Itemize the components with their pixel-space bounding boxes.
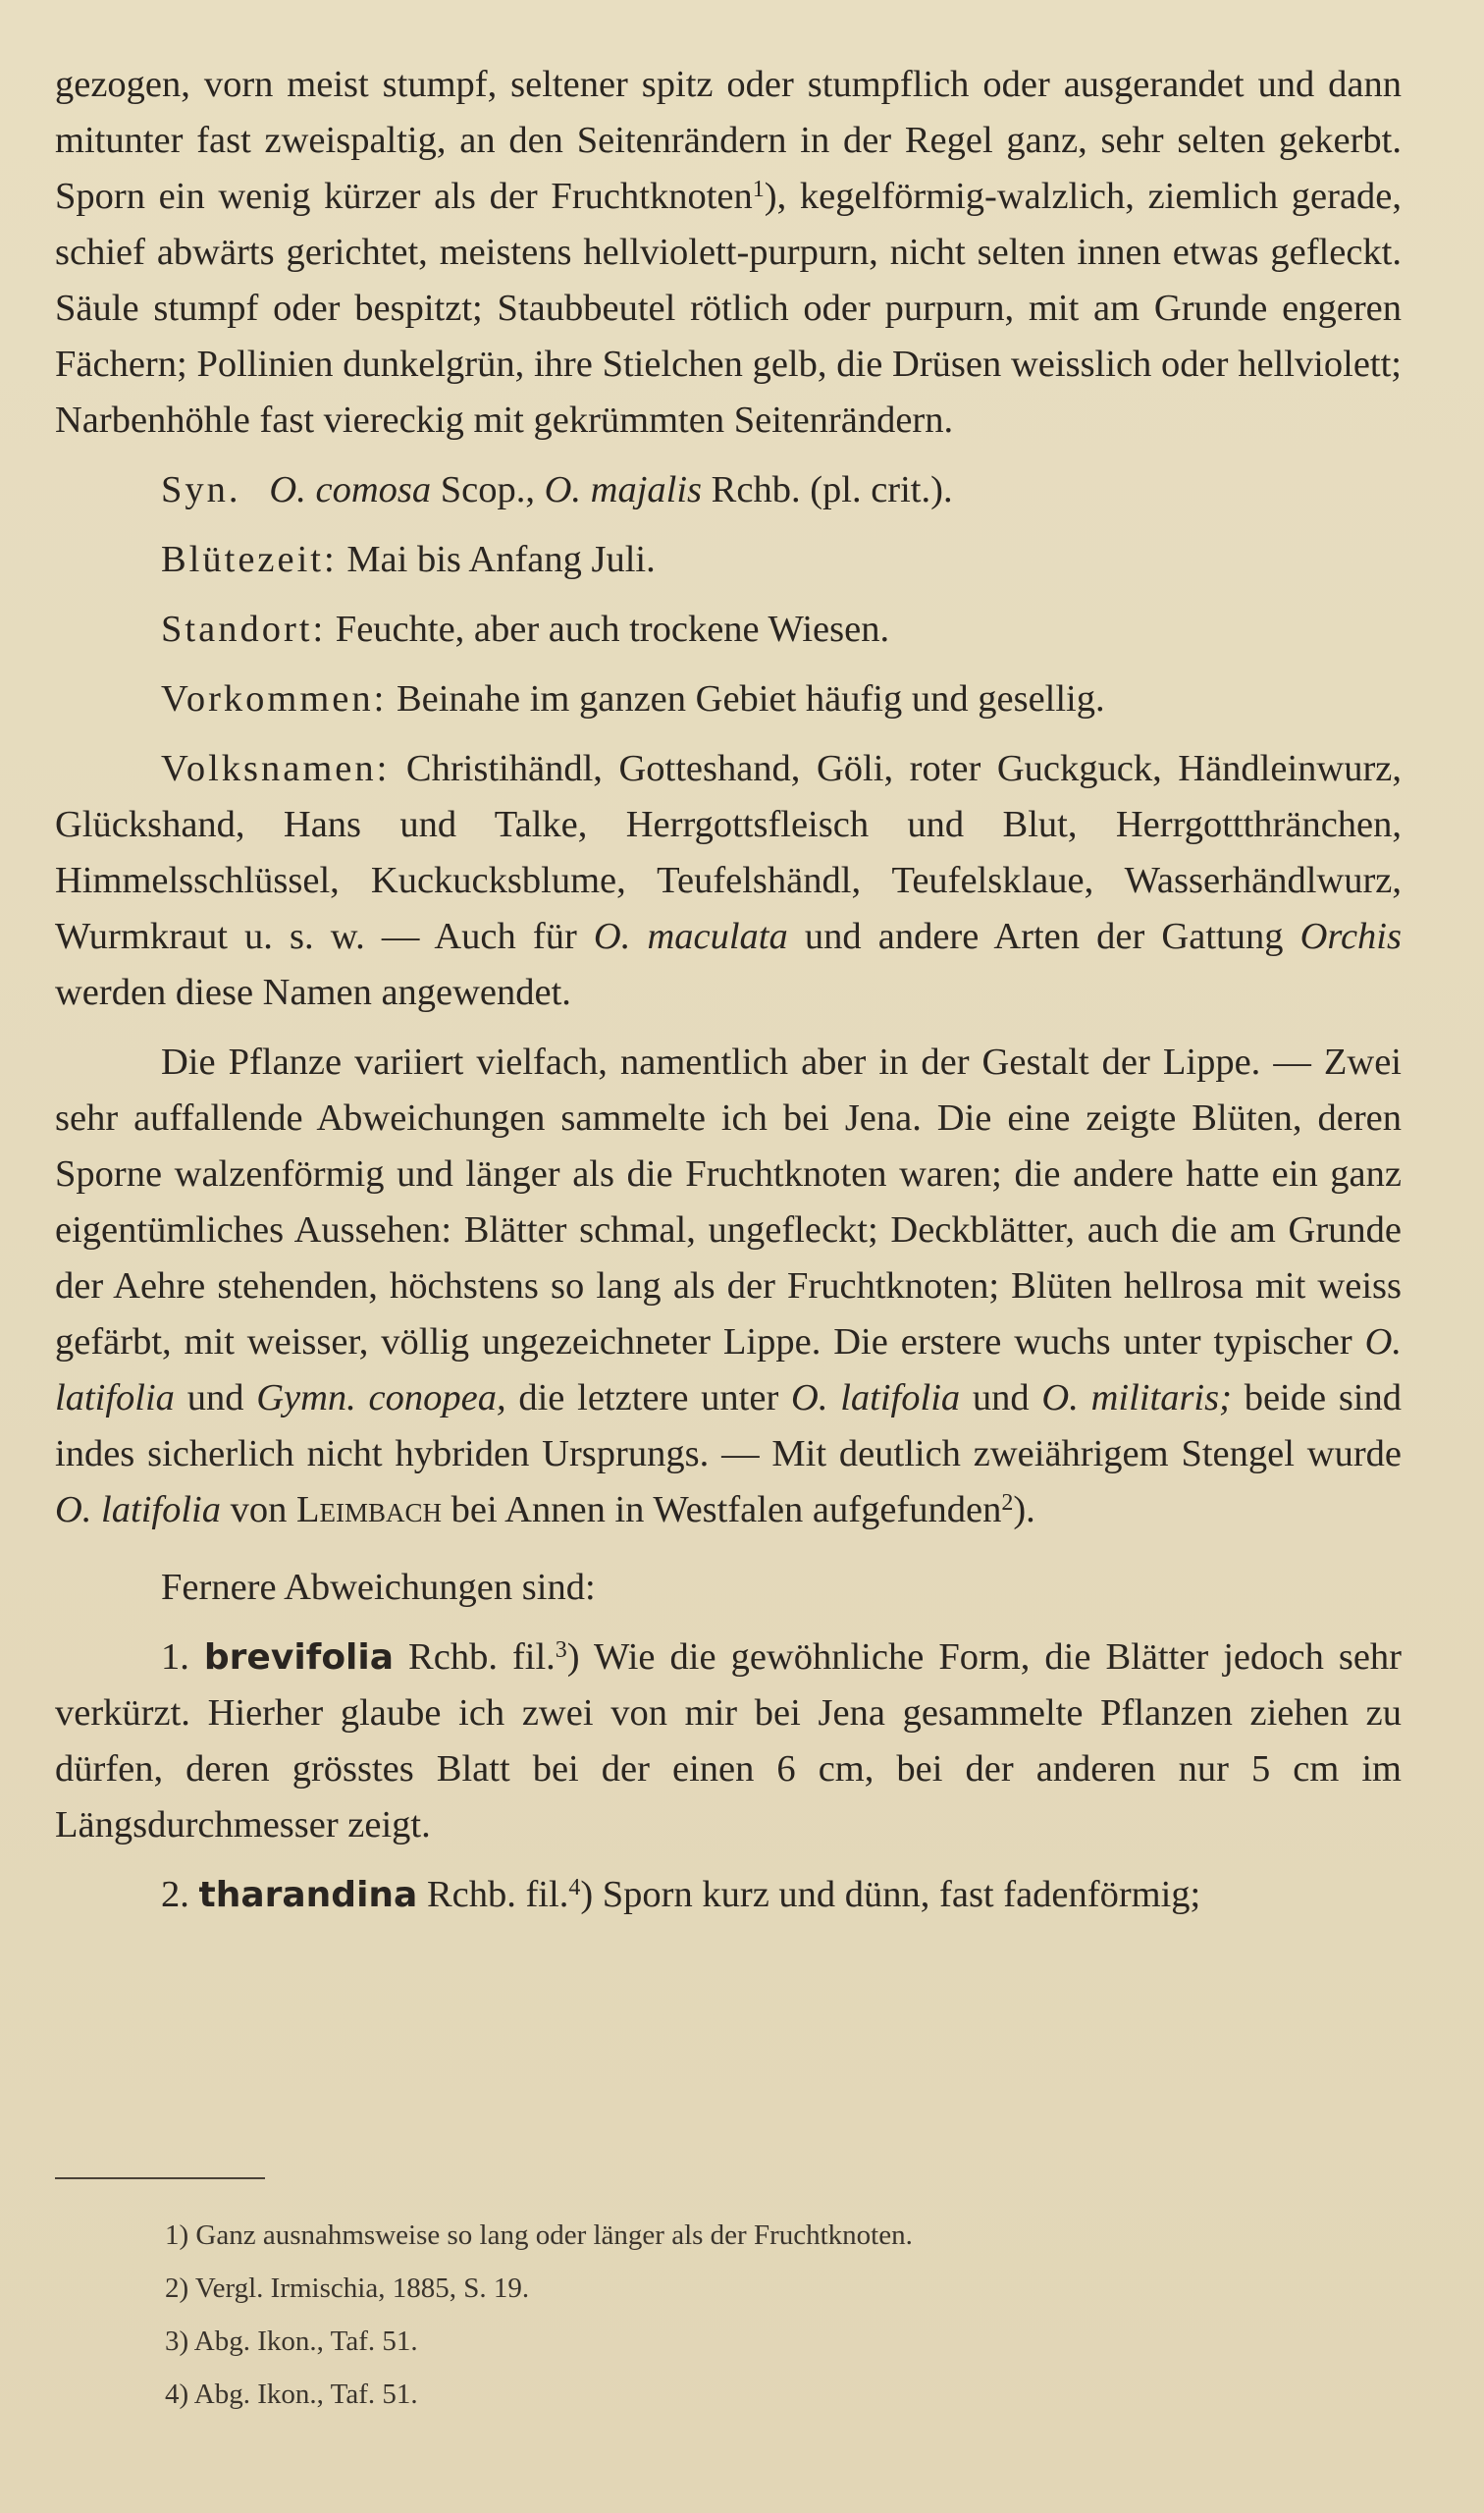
- variation-text-a: Die Pflanze variiert vielfach, namentlich aber in der Gestalt der Lippe. — Zwei sehr auffallende Abweichungen sammelte ich bei Jena. Die eine zeigte Blüten, deren Sporne walzenförmig und länger als die Fruchtknoten waren; die andere hatte ein ganz eigentümliches Aussehen: Blätter schmal, ungefleckt; Deckblätter, auch die am Grunde der Aehre stehenden, höchstens so lang als der Fruchtknoten; Blüten hellrosa mit weiss gefärbt, mit weisser, völlig ungezeichneter Lippe. Die erstere wuchs unter typischer: [55, 1042, 1402, 1363]
- footnote-3: 3) Abg. Ikon., Taf. 51.: [165, 2326, 418, 2357]
- footnote-4: 4) Abg. Ikon., Taf. 51.: [165, 2379, 418, 2410]
- standort-label: Standort:: [161, 609, 327, 650]
- vorkommen-text: Beinahe im ganzen Gebiet häufig und gesellig.: [387, 678, 1105, 720]
- variety-text-1: ) Wie die gewöhnliche Form, die Blätter jedoch sehr verkürzt. Hierher glaube ich zwei von mir bei Jena gesammelte Pflanzen ziehen zu dürfen, deren grösstes Blatt bei der einen 6 cm, bei der anderen nur 5 cm im Längsdurchmesser zeigt.: [55, 1636, 1403, 1845]
- standort-line: [55, 602, 1402, 658]
- variation-paragraph: [55, 1035, 1402, 1538]
- bluetezeit-text: Mai bis Anfang Juli.: [337, 539, 656, 580]
- syn-taxon-1: O. comosa: [269, 469, 432, 510]
- volksnamen-text-2: und andere Arten der Gattung: [787, 916, 1300, 957]
- variety-number-2: 2.: [161, 1874, 199, 1915]
- variety-text-2: ) Sporn kurz und dünn, fast fadenförmig;: [580, 1874, 1201, 1915]
- variety-name-tharandina: tharandina: [198, 1875, 418, 1915]
- volksnamen-label: Volksnamen:: [161, 748, 391, 789]
- variety-brevifolia: [55, 1630, 1402, 1853]
- syn-taxon-2: O. majalis: [544, 469, 703, 510]
- variety-name-brevifolia: brevifolia: [203, 1637, 395, 1678]
- bluetezeit-line: [55, 532, 1402, 588]
- footnote-divider: [55, 2177, 265, 2179]
- variation-text-c: die letztere unter: [505, 1377, 792, 1418]
- variation-text-f: von: [220, 1489, 296, 1530]
- fernere-heading: Fernere Abweichungen sind:: [161, 1567, 596, 1608]
- footnote-ref-4: 4: [568, 1875, 581, 1900]
- footnote-2: 2) Vergl. Irmischia, 1885, S. 19.: [165, 2272, 530, 2304]
- standort-text: Feuchte, aber auch trockene Wiesen.: [326, 609, 890, 650]
- syn-author-2: Rchb. (pl. crit.).: [702, 469, 953, 510]
- paragraph-description: [55, 57, 1402, 449]
- variation-text-h: ).: [1013, 1489, 1035, 1530]
- variation-text-g: bei Annen in Westfalen aufgefunden: [442, 1489, 1002, 1530]
- volksnamen-paragraph: [55, 741, 1402, 1021]
- variation-taxon-1: O. latifolia: [55, 1321, 1402, 1418]
- syn-label: Syn.: [161, 469, 241, 510]
- bluetezeit-label: Blütezeit:: [161, 539, 338, 580]
- description-text: gezogen, vorn meist stumpf, seltener spitz oder stumpflich oder ausgerandet und dann mitunter fast zweispaltig, an den Seitenrändern in der Regel ganz, sehr selten gekerbt. Sporn ein wenig kürzer als der Fruchtknoten: [55, 64, 1402, 217]
- footnote-ref-1: 1: [752, 177, 765, 202]
- variation-taxon-5: O. latifolia: [55, 1489, 221, 1530]
- variety-tharandina: [55, 1867, 1402, 1923]
- vorkommen-line: [55, 671, 1402, 727]
- variation-taxon-2: Gymn. conopea,: [256, 1377, 506, 1418]
- footnotes: [165, 2209, 1343, 2421]
- volksnamen-text-3: werden diese Namen angewendet.: [55, 972, 571, 1013]
- volksnamen-text: Christihändl, Gotteshand, Göli, roter Guckguck, Händleinwurz, Glückshand, Hans und Talke, Herrgottsfleisch und Blut, Herrgottthränchen, Himmelsschlüssel, Kuckucksblume, Teufelshändl, Teufelsklaue, Wasserhändlwurz, Wurmkraut u. s. w. — Auch für: [55, 748, 1402, 957]
- body-text: [55, 57, 1402, 1923]
- variation-text-b: und: [174, 1377, 257, 1418]
- syn-author-1: Scop.,: [431, 469, 545, 510]
- variation-taxon-3: O. latifolia: [791, 1377, 961, 1418]
- variation-text-d: und: [960, 1377, 1042, 1418]
- footnote-ref-3: 3: [555, 1637, 567, 1663]
- volksnamen-taxon-1: O. maculata: [593, 916, 788, 957]
- synonyms-line: [55, 462, 1402, 518]
- description-text-cont: ), kegelförmig-walzlich, ziemlich gerade, schief abwärts gerichtet, meistens hellviolett-purpurn, nicht selten innen etwas gefleckt. Säule stumpf oder bespitzt; Staubbeutel rötlich oder purpurn, mit am Grunde engeren Fächern; Pollinien dunkelgrün, ihre Stielchen gelb, die Drüsen weisslich oder hellviolett; Narbenhöhle fast viereckig mit gekrümmten Seitenrändern.: [55, 176, 1403, 441]
- variation-text-e: beide sind indes sicherlich nicht hybriden Ursprungs. — Mit deutlich zweiährigem Stengel wurde: [55, 1377, 1403, 1474]
- variety-number-1: 1.: [161, 1636, 204, 1678]
- author-name: Leimbach: [295, 1489, 443, 1530]
- vorkommen-label: Vorkommen:: [161, 678, 388, 720]
- variety-author-1: Rchb. fil.: [394, 1636, 556, 1678]
- variation-taxon-4: O. militaris;: [1041, 1377, 1232, 1418]
- volksnamen-genus: Orchis: [1299, 916, 1402, 957]
- footnote-ref-2: 2: [1001, 1490, 1014, 1516]
- variety-author-2: Rchb. fil.: [417, 1874, 569, 1915]
- footnote-1: 1) Ganz ausnahmsweise so lang oder länger als der Fruchtknoten.: [165, 2219, 913, 2251]
